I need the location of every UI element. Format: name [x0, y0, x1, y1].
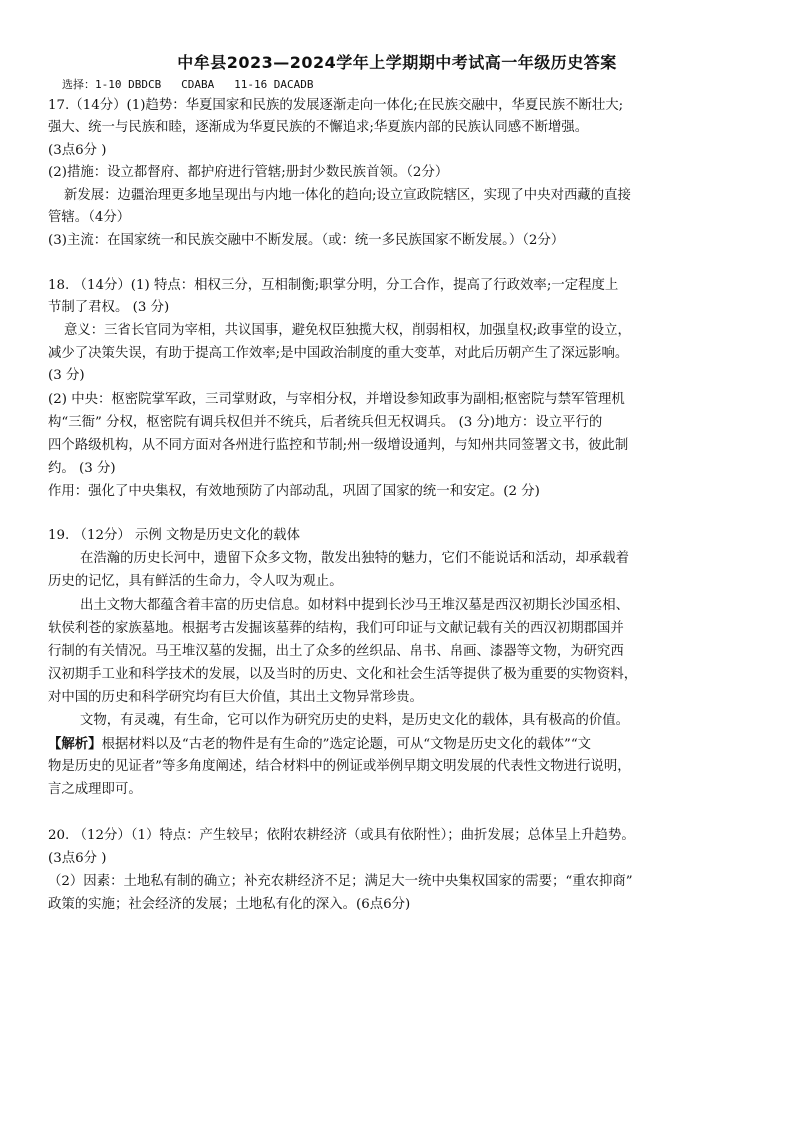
q19-line-9: 文物，有灵魂，有生命，它可以作为研究历史的史料，是历史文化的载体，具有极高的价值。 [80, 713, 630, 728]
q17-line-4: (2)措施：设立都督府、都护府进行管辖;册封少数民族首领。（2分） [48, 165, 449, 180]
q18-line-6: (2) 中央：枢密院掌军政，三司掌财政，与宰相分权，并增设参知政事为副相;枢密院与禁军管理机 [48, 392, 625, 407]
q18-line-2: 节制了君权。 (3 分) [48, 300, 170, 315]
q19-line-6: 行制的有关情况。马王堆汉墓的发掘，出土了众多的丝织品、帛书、帛画、漆器等文物，为研究西 [48, 644, 624, 659]
q18-line-1: 18. （14分）(1) 特点：相权三分，互相制衡;职掌分明，分工合作，提高了行政效率;一定程度上 [48, 278, 619, 293]
q17-line-7: (3)主流：在国家统一和民族交融中不断发展。（或：统一多民族国家不断发展。）（2分） [48, 233, 565, 248]
q17-line-5: 新发展：边疆治理更多地呈现出与内地一体化的趋向;设立宣政院辖区，实现了中央对西藏的直接 [64, 188, 631, 203]
q18-line-8: 四个路级机构，从不同方面对各州进行监控和节制;州一级增设通判，与知州共同签署文书，彼此制 [48, 438, 629, 453]
q20-line-2: (3点6分 ) [48, 851, 107, 866]
q19-line-3: 历史的记忆，具有鲜活的生命力，令人叹为观止。 [48, 574, 343, 589]
analysis-label: 【解析】 [48, 736, 102, 752]
q19-line-10 [48, 734, 591, 755]
q17-line-1: 17.（14分）(1)趋势：华夏国家和民族的发展逐渐走向一体化;在民族交融中，华夏民族不断壮大; [48, 98, 624, 113]
q18-line-7: 构“三衙” 分权，枢密院有调兵权但并不统兵，后者统兵但无权调兵。 (3 分)地方：设立平行的 [48, 415, 603, 430]
q19-line-1: 19. （12分） 示例 文物是历史文化的载体 [48, 528, 300, 543]
q19-line-2: 在浩瀚的历史长河中，遗留下众多文物，散发出独特的魅力，它们不能说话和活动，却承载着 [80, 551, 630, 566]
q18-line-3: 意义：三省长官同为宰相，共议国事，避免权臣独揽大权，削弱相权，加强皇权;政事堂的设立， [64, 323, 631, 338]
q19-line-5: 轪侯利苍的家族墓地。根据考古发掘该墓葬的结构，我们可印证与文献记载有关的西汉初期郡国并 [48, 621, 624, 636]
q18-line-5: (3 分) [48, 368, 85, 383]
q20-line-3: （2）因素：土地私有制的确立；补充农耕经济不足；满足大一统中央集权国家的需要；“重农抑商” [48, 874, 633, 889]
page-title: 中牟县2023—2024学年上学期期中考试高一年级历史答案 [177, 53, 617, 72]
q18-line-10: 作用：强化了中央集权，有效地预防了内部动乱，巩固了国家的统一和安定。(2 分) [48, 484, 540, 499]
q18-line-4: 减少了决策失误，有助于提高工作效率;是中国政治制度的重大变革，对此后历朝产生了深远影响。 [48, 346, 629, 361]
q19-line-8: 对中国的历史和科学研究均有巨大价值，其出土文物异常珍贵。 [48, 690, 423, 705]
multiple-choice-answers: 选择：1-10 DBDCB CDABA 11-16 DACADB [62, 78, 314, 91]
q20-line-4: 政策的实施；社会经济的发展；土地私有化的深入。(6点6分) [48, 897, 411, 912]
q20-line-1: 20. （12分）（1）特点：产生较早；依附农耕经济（或具有依附性）；曲折发展；总体呈上升趋势。 [48, 828, 635, 843]
q17-line-2: 强大、统一与民族和睦，逐渐成为华夏民族的不懈追求;华夏族内部的民族认同感不断增强。 [48, 120, 589, 135]
q17-line-3: (3点6分 ) [48, 143, 107, 158]
q18-line-9: 约。 (3 分) [48, 461, 116, 476]
q19-line-11: 物是历史的见证者”等多角度阐述，结合材料中的例证或举例早期文明发展的代表性文物进行说明， [48, 759, 631, 774]
q19-line-4: 出土文物大都蕴含着丰富的历史信息。如材料中提到长沙马王堆汉墓是西汉初期长沙国丞相、 [80, 598, 630, 613]
q19-line-7: 汉初期手工业和科学技术的发展，以及当时的历史、文化和社会生活等提供了极为重要的实物资料， [48, 667, 638, 682]
q17-line-6: 管辖。（4分） [48, 210, 131, 225]
q19-line-12: 言之成理即可。 [48, 782, 142, 797]
analysis-text: 根据材料以及“古老的物件是有生命的”选定论题，可从“文物是历史文化的载体”“文 [101, 737, 592, 752]
